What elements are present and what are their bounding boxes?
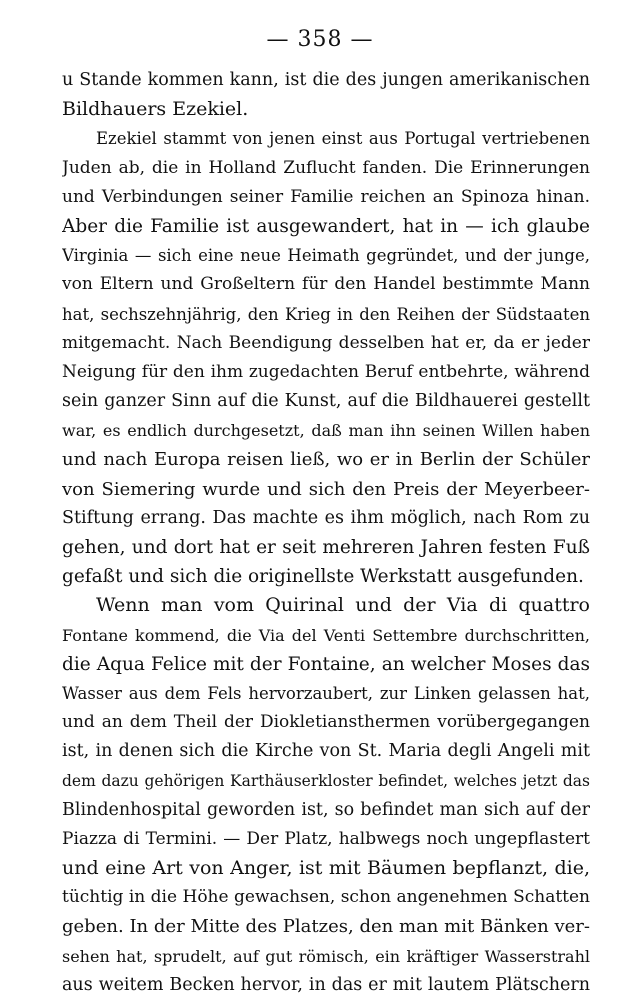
text-line: und Verbindungen seiner Familie reichen an Spinoza hinan. [62, 186, 590, 207]
text-line: Stiftung errang. Das machte es ihm möglich, nach Rom zu [62, 507, 590, 528]
text-line: Wenn man vom Quirinal und der Via di quattro [96, 594, 590, 617]
text-line: die Aqua Felice mit der Fontaine, an welcher Moses das [62, 653, 590, 675]
text-line: ist, in denen sich die Kirche von St. Maria degli Angeli mit [62, 741, 590, 762]
text-line: Wasser aus dem Fels hervorzaubert, zur Linken gelassen hat, [62, 683, 590, 703]
page-number: — 358 — [266, 27, 374, 52]
text-line: Bildhauers Ezekiel. [62, 98, 249, 121]
text-line: Virginia — sich eine neue Heimath gegründet, und der junge, [62, 246, 590, 266]
text-line: Aber die Familie ist ausgewandert, hat in — ich glaube [62, 215, 590, 237]
text-line: dem dazu gehörigen Karthäuserkloster befindet, welches jetzt das [62, 771, 590, 790]
text-line: Fontane kommend, die Via del Venti Settembre durchschritten, [62, 625, 590, 645]
text-line: gefaßt und sich die originellste Werkstatt ausgefunden. [62, 566, 584, 588]
text-line: hat, sechszehnjährig, den Krieg in den Reihen der Südstaaten [62, 304, 590, 324]
text-line: Ezekiel stammt von jenen einst aus Portugal vertriebenen [96, 129, 590, 149]
text-line: gehen, und dort hat er seit mehreren Jahren festen Fuß [62, 537, 590, 558]
text-line: tüchtig in die Höhe gewachsen, schon angenehmen Schatten [62, 887, 590, 908]
text-line: von Siemering wurde und sich den Preis der Meyerbeer- [62, 478, 590, 500]
text-line: aus weitem Becken hervor, in das er mit lautem Plätschern [62, 974, 590, 995]
text-line: sehen hat, sprudelt, auf gut römisch, ein kräftiger Wasserstrahl [62, 946, 590, 966]
text-line: sein ganzer Sinn auf die Kunst, auf die Bildhauerei gestellt [62, 391, 590, 412]
text-line: und nach Europa reisen ließ, wo er in Berlin der Schüler [62, 449, 590, 471]
text-line: Neigung für den ihm zugedachten Beruf entbehrte, während [62, 361, 590, 382]
text-line: war, es endlich durchgesetzt, daß man ihn seinen Willen haben [62, 421, 590, 441]
text-line: u Stande kommen kann, ist die des jungen amerikanischen [62, 70, 590, 90]
body-text [62, 66, 590, 1000]
text-line: mitgemacht. Nach Beendigung desselben hat er, da er jeder [62, 332, 590, 353]
text-line: Blindenhospital geworden ist, so befindet man sich auf der [62, 799, 590, 820]
text-line: Piazza di Termini. — Der Platz, halbwegs noch ungepflastert [62, 828, 590, 849]
text-line: geben. In der Mitte des Platzes, den man mit Bänken ver- [62, 916, 590, 938]
text-line: von Eltern und Großeltern für den Handel bestimmte Mann [62, 274, 590, 295]
text-line: Juden ab, die in Holland Zuflucht fanden. Die Erinnerungen [62, 157, 590, 178]
text-line: und eine Art von Anger, ist mit Bäumen bepflanzt, die, [62, 857, 590, 880]
text-line: und an dem Theil der Diokletiansthermen vorübergegangen [62, 712, 590, 733]
